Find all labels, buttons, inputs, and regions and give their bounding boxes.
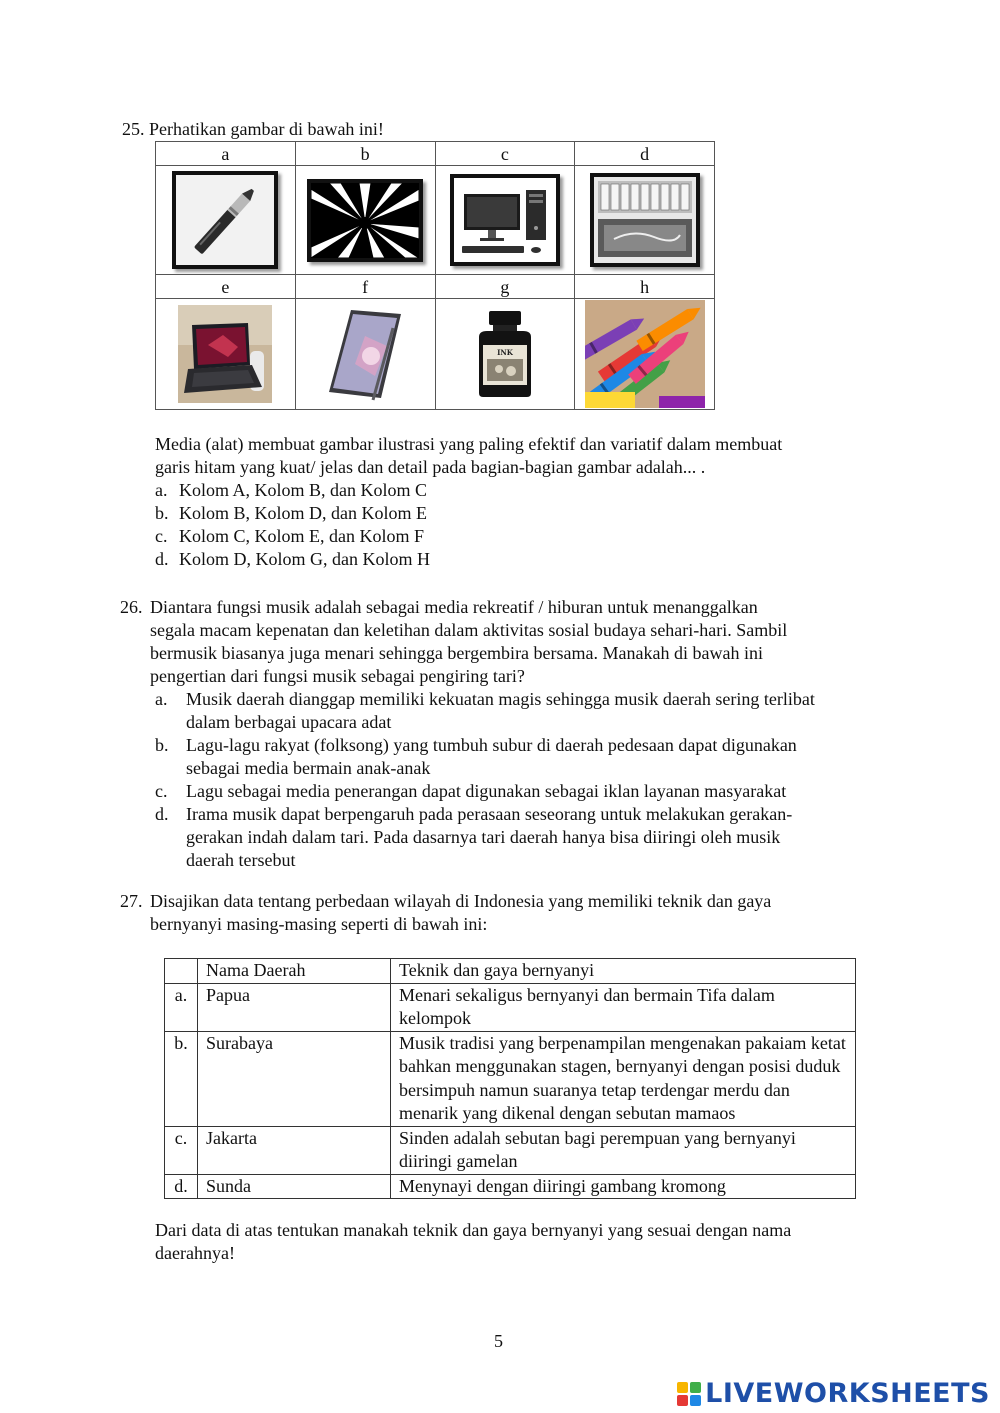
logo-square [677, 1395, 688, 1406]
question-27-number: 27. [120, 891, 143, 911]
question-prompt: Perhatikan gambar di bawah ini! [149, 119, 384, 139]
option-d[interactable]: d. Kolom D, Kolom G, dan Kolom H [155, 549, 430, 569]
question-25-text [155, 433, 782, 479]
image-cell-g [435, 299, 575, 410]
table-header-row [165, 959, 856, 984]
row-letter: b. [165, 1031, 198, 1126]
crayons-icon [585, 300, 705, 408]
image-cell-c [435, 166, 575, 275]
row-technique: Musik tradisi yang berpenampilan mengenakan pakaiam ketat bahkan menggunakan stagen, bernyanyi dengan posisi duduk bersimpuh namun suaranya tetap terdengar merdu dan menarik yang dikenal dengan sebutan mamaos [391, 1031, 856, 1126]
laptop-icon [178, 305, 272, 403]
column-label-f: f [295, 275, 435, 299]
logo-square [690, 1395, 701, 1406]
question-25-options [155, 479, 430, 571]
table-header: Teknik dan gaya bernyanyi [391, 959, 856, 984]
table-row [165, 983, 856, 1031]
image-cell-f [295, 299, 435, 410]
table-row [165, 1126, 856, 1174]
question-line: bernyanyi masing-masing seperti di bawah ini: [150, 914, 488, 934]
image-cell-e [156, 299, 296, 410]
tablet-stylus-icon [325, 306, 405, 402]
row-technique: Menynayi dengan diiringi gambang kromong [391, 1174, 856, 1199]
row-technique: Menari sekaligus bernyanyi dan bermain Tifa dalam kelompok [391, 983, 856, 1031]
question-line: Media (alat) membuat gambar ilustrasi yang paling efektif dan variatif dalam membuat [155, 434, 783, 454]
option-a[interactable]: a. Musik daerah dianggap memiliki kekuatan magis sehingga musik daerah sering terlibat dalam berbagai upacara adat [155, 689, 815, 732]
column-label-h: h [575, 275, 715, 299]
option-c[interactable]: c. Kolom C, Kolom E, dan Kolom F [155, 526, 425, 546]
image-cell-d [575, 166, 715, 275]
brand-text: LIVEWORKSHEETS [705, 1378, 990, 1409]
question-line: daerahnya! [155, 1243, 235, 1263]
desktop-computer-icon [450, 174, 560, 266]
column-label-a: a [156, 142, 296, 166]
question-27-text [150, 890, 771, 936]
logo-square [690, 1382, 701, 1393]
region-table [164, 958, 856, 1199]
table-row [165, 1031, 856, 1126]
option-b[interactable]: b. Kolom B, Kolom D, dan Kolom E [155, 503, 427, 523]
question-line: pengertian dari fungsi musik sebagai pengiring tari? [150, 666, 525, 686]
column-label-e: e [156, 275, 296, 299]
question-26-text [150, 596, 787, 688]
table-header: Nama Daerah [198, 959, 391, 984]
question-line: garis hitam yang kuat/ jelas dan detail pada bagian-bagian gambar adalah... . [155, 457, 706, 477]
question-line: Disajikan data tentang perbedaan wilayah di Indonesia yang memiliki teknik dan gaya [150, 891, 772, 911]
pencils-icon [307, 179, 423, 262]
row-letter: a. [165, 983, 198, 1031]
row-letter: c. [165, 1126, 198, 1174]
paint-tubes-box-icon [590, 173, 700, 267]
column-label-g: g [435, 275, 575, 299]
row-region: Sunda [198, 1174, 391, 1199]
column-label-b: b [295, 142, 435, 166]
marker-pen-icon [172, 171, 278, 269]
option-b[interactable]: b. Lagu-lagu rakyat (folksong) yang tumbuh subur di daerah pedesaan dapat digunakan sebagai media bermain anak-anak [155, 735, 797, 778]
column-label-c: c [435, 142, 575, 166]
liveworksheets-logo[interactable] [677, 1378, 990, 1409]
question-25-prompt [122, 118, 384, 141]
table-row [165, 1174, 856, 1199]
image-grid [155, 141, 715, 410]
liveworksheets-mark-icon [677, 1382, 701, 1406]
question-line: Diantara fungsi musik adalah sebagai media rekreatif / hiburan untuk menanggalkan [150, 597, 758, 617]
question-line: segala macam kepenatan dan keletihan dalam aktivitas sosial budaya sehari-hari. Sambil [150, 620, 788, 640]
option-a[interactable]: a. Kolom A, Kolom B, dan Kolom C [155, 480, 428, 500]
image-cell-h [575, 299, 715, 410]
question-line: bermusik biasanya juga menari sehingga bergembira bersama. Manakah di bawah ini [150, 643, 763, 663]
ink-label: INK [496, 348, 513, 357]
option-d[interactable]: d. Irama musik dapat berpengaruh pada perasaan seseorang untuk melakukan gerakan- gerakan indah dalam tari. Pada dasarnya tari daerah hanya bisa diiringi oleh musik daerah tersebut [155, 804, 793, 870]
row-region: Papua [198, 983, 391, 1031]
ink-bottle-icon [471, 307, 539, 401]
row-letter: d. [165, 1174, 198, 1199]
question-number: 25. [122, 119, 145, 139]
question-line: Dari data di atas tentukan manakah teknik dan gaya bernyanyi yang sesuai dengan nama [155, 1220, 792, 1240]
image-cell-b [295, 166, 435, 275]
logo-square [677, 1382, 688, 1393]
row-region: Jakarta [198, 1126, 391, 1174]
option-c[interactable]: c. Lagu sebagai media penerangan dapat digunakan sebagai iklan layanan masyarakat [155, 781, 787, 801]
image-cell-a [156, 166, 296, 275]
question-26-options [155, 688, 815, 872]
question-26-number: 26. [120, 597, 143, 617]
question-27-closing [155, 1219, 791, 1265]
column-label-d: d [575, 142, 715, 166]
row-technique: Sinden adalah sebutan bagi perempuan yang bernyanyi diiringi gamelan [391, 1126, 856, 1174]
table-header [165, 959, 198, 984]
row-region: Surabaya [198, 1031, 391, 1126]
page-number: 5 [494, 1331, 503, 1351]
